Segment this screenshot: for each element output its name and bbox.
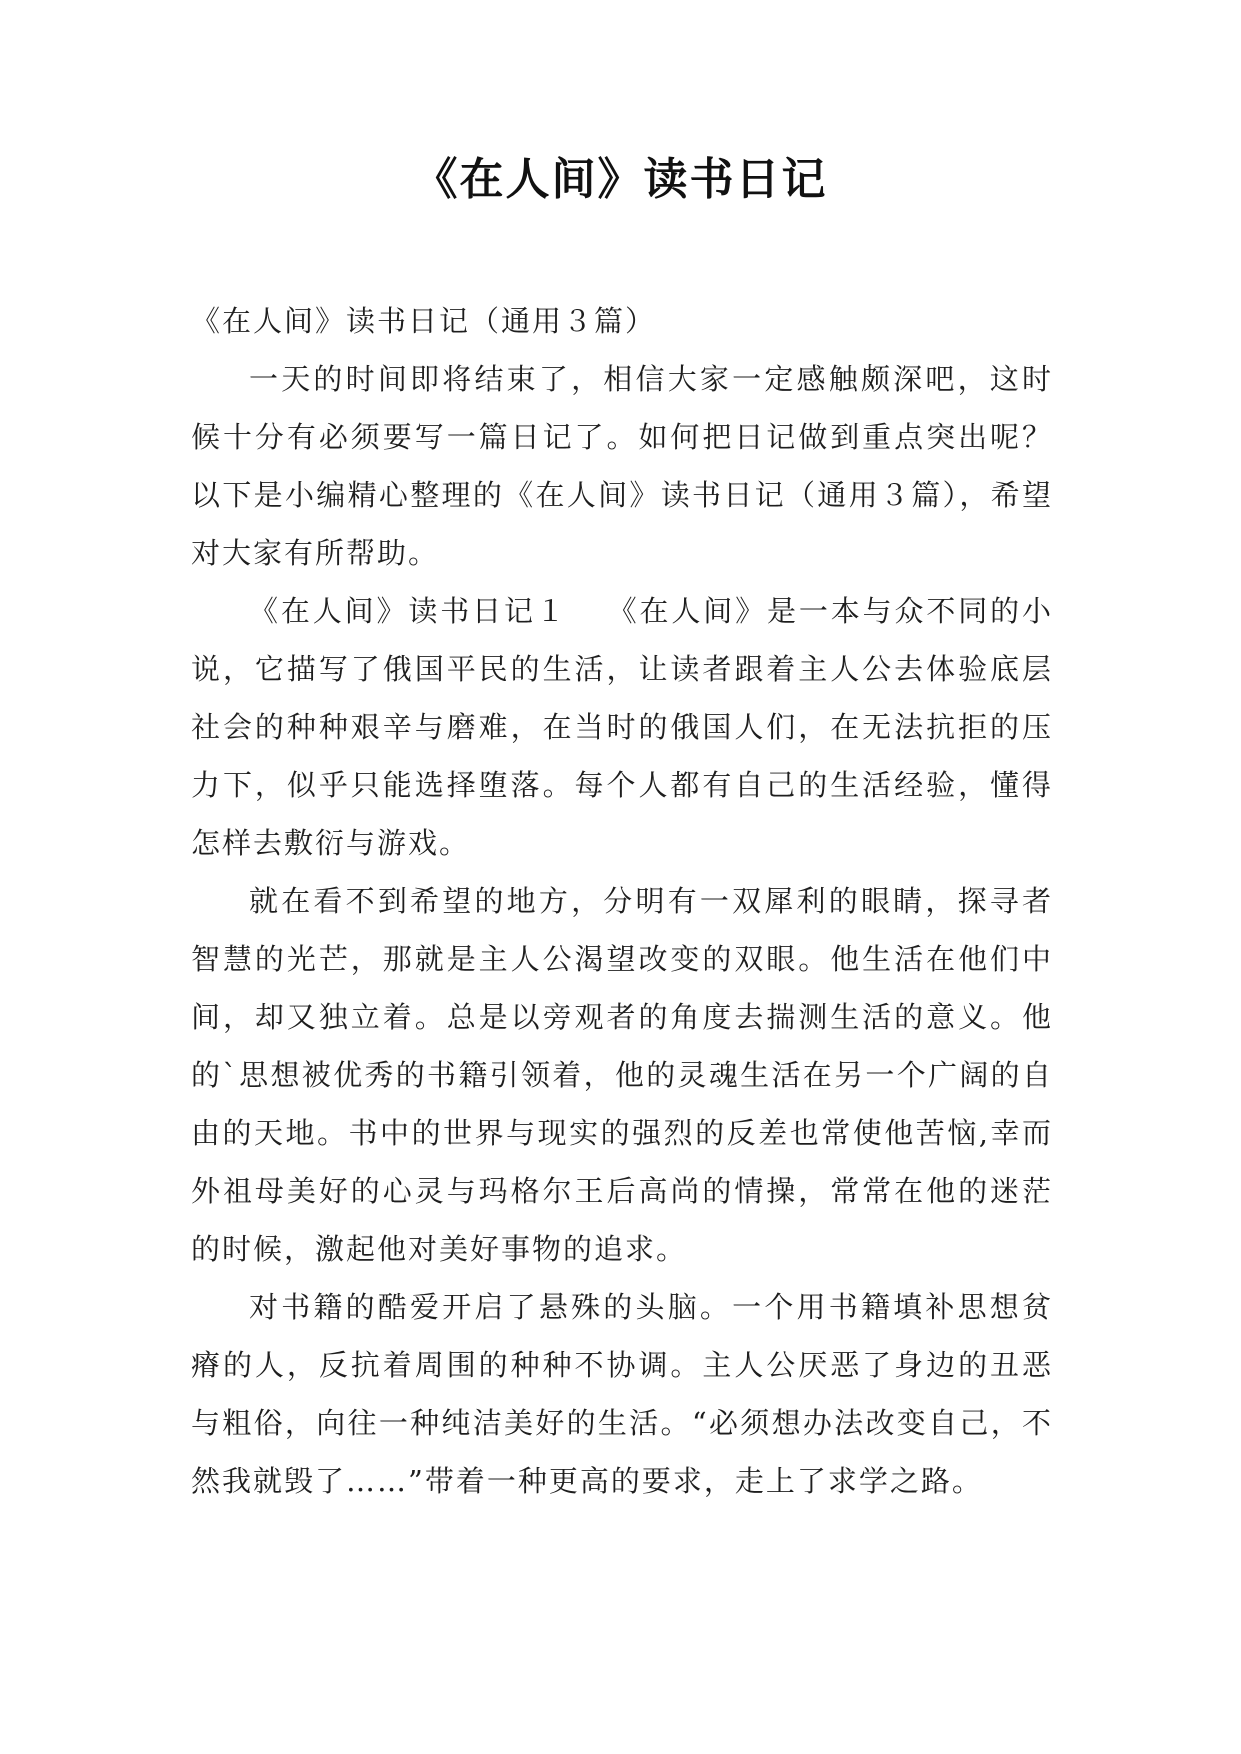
document-subtitle: 《在人间》读书日记（通用３篇）	[191, 304, 657, 338]
intro-paragraph: 一天的时间即将结束了，相信大家一定感触颇深吧，这时候十分有必须要写一篇日记了。如何把日记做到重点突出呢？以下是小编精心整理的《在人间》读书日记（通用３篇），希望对大家有所帮助。	[191, 362, 1053, 570]
section-1-text: 《在人间》是一本与众不同的小说，它描写了俄国平民的生活，让读者跟着主人公去体验底层社会的种种艰辛与磨难，在当时的俄国人们，在无法抗拒的压力下，似乎只能选择堕落。每个人都有自己的生活经验，懂得怎样去敷衍与游戏。	[191, 594, 1053, 860]
body-paragraph-2: 就在看不到希望的地方，分明有一双犀利的眼睛，探寻者智慧的光芒，那就是主人公渴望改变的双眼。他生活在他们中间，却又独立着。总是以旁观者的角度去揣测生活的意义。他的`思想被优秀的书籍引领着，他的灵魂生活在另一个广阔的自由的天地。书中的世界与现实的强烈的反差也常使他苦恼,幸而外祖母美好的心灵与玛格尔王后高尚的情操，常常在他的迷茫的时候，激起他对美好事物的追求。	[191, 884, 1053, 1266]
body-paragraph-3: 对书籍的酷爱开启了悬殊的头脑。一个用书籍填补思想贫瘠的人，反抗着周围的种种不协调。主人公厌恶了身边的丑恶与粗俗，向往一种纯洁美好的生活。“必须想办法改变自己，不然我就毁了……”带着一种更高的要求，走上了求学之路。	[191, 1290, 1053, 1498]
section-1-heading: 《在人间》读书日记１	[249, 594, 568, 628]
document-title: 《在人间》读书日记	[413, 154, 828, 205]
section-1-paragraph	[191, 582, 1053, 872]
document-body	[191, 292, 1053, 1510]
